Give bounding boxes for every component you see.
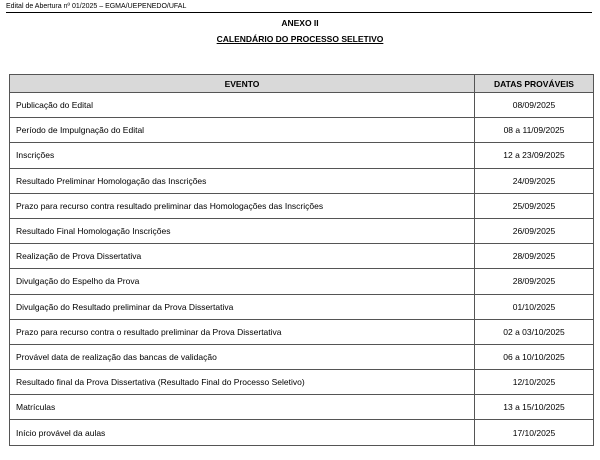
date-cell: 28/09/2025 bbox=[475, 244, 594, 269]
event-cell: Período de Impulgnação do Edital bbox=[10, 118, 475, 143]
event-cell: Inscrições bbox=[10, 143, 475, 168]
event-cell: Provável data de realização das bancas de validação bbox=[10, 344, 475, 369]
table-row bbox=[10, 244, 594, 269]
table-row bbox=[10, 269, 594, 294]
date-cell: 24/09/2025 bbox=[475, 168, 594, 193]
event-cell: Prazo para recurso contra o resultado preliminar da Prova Dissertativa bbox=[10, 319, 475, 344]
event-cell: Resultado final da Prova Dissertativa (Resultado Final do Processo Seletivo) bbox=[10, 370, 475, 395]
date-cell: 28/09/2025 bbox=[475, 269, 594, 294]
table-row bbox=[10, 319, 594, 344]
schedule-body bbox=[10, 93, 594, 446]
event-cell: Matrículas bbox=[10, 395, 475, 420]
table-row bbox=[10, 294, 594, 319]
date-cell: 06 a 10/10/2025 bbox=[475, 344, 594, 369]
table-row bbox=[10, 168, 594, 193]
table-row bbox=[10, 193, 594, 218]
table-header-row bbox=[10, 75, 594, 93]
table-row bbox=[10, 420, 594, 445]
event-cell: Resultado Final Homologação Inscrições bbox=[10, 218, 475, 243]
event-cell: Publicação do Edital bbox=[10, 93, 475, 118]
table-row bbox=[10, 93, 594, 118]
document-subtitle: CALENDÁRIO DO PROCESSO SELETIVO bbox=[216, 34, 384, 44]
event-cell: Início provável da aulas bbox=[10, 420, 475, 445]
date-cell: 26/09/2025 bbox=[475, 218, 594, 243]
schedule-table bbox=[9, 74, 594, 446]
date-cell: 08/09/2025 bbox=[475, 93, 594, 118]
event-cell: Resultado Preliminar Homologação das Inscrições bbox=[10, 168, 475, 193]
date-cell: 01/10/2025 bbox=[475, 294, 594, 319]
table-row bbox=[10, 118, 594, 143]
date-cell: 25/09/2025 bbox=[475, 193, 594, 218]
date-cell: 13 a 15/10/2025 bbox=[475, 395, 594, 420]
table-row bbox=[10, 344, 594, 369]
date-cell: 12 a 23/09/2025 bbox=[475, 143, 594, 168]
document-header: Edital de Abertura nº 01/2025 – EGMA/UEPENEDO/UFAL bbox=[6, 3, 592, 13]
date-cell: 08 a 11/09/2025 bbox=[475, 118, 594, 143]
table-row bbox=[10, 218, 594, 243]
table-row bbox=[10, 395, 594, 420]
table-row bbox=[10, 143, 594, 168]
column-header-date: DATAS PROVÁVEIS bbox=[475, 75, 594, 93]
date-cell: 12/10/2025 bbox=[475, 370, 594, 395]
date-cell: 02 a 03/10/2025 bbox=[475, 319, 594, 344]
date-cell: 17/10/2025 bbox=[475, 420, 594, 445]
document-title: ANEXO II bbox=[281, 18, 319, 28]
event-cell: Divulgação do Espelho da Prova bbox=[10, 269, 475, 294]
event-cell: Prazo para recurso contra resultado preliminar das Homologações das Inscrições bbox=[10, 193, 475, 218]
column-header-event: EVENTO bbox=[10, 75, 475, 93]
event-cell: Divulgação do Resultado preliminar da Prova Dissertativa bbox=[10, 294, 475, 319]
table-row bbox=[10, 370, 594, 395]
event-cell: Realização de Prova Dissertativa bbox=[10, 244, 475, 269]
